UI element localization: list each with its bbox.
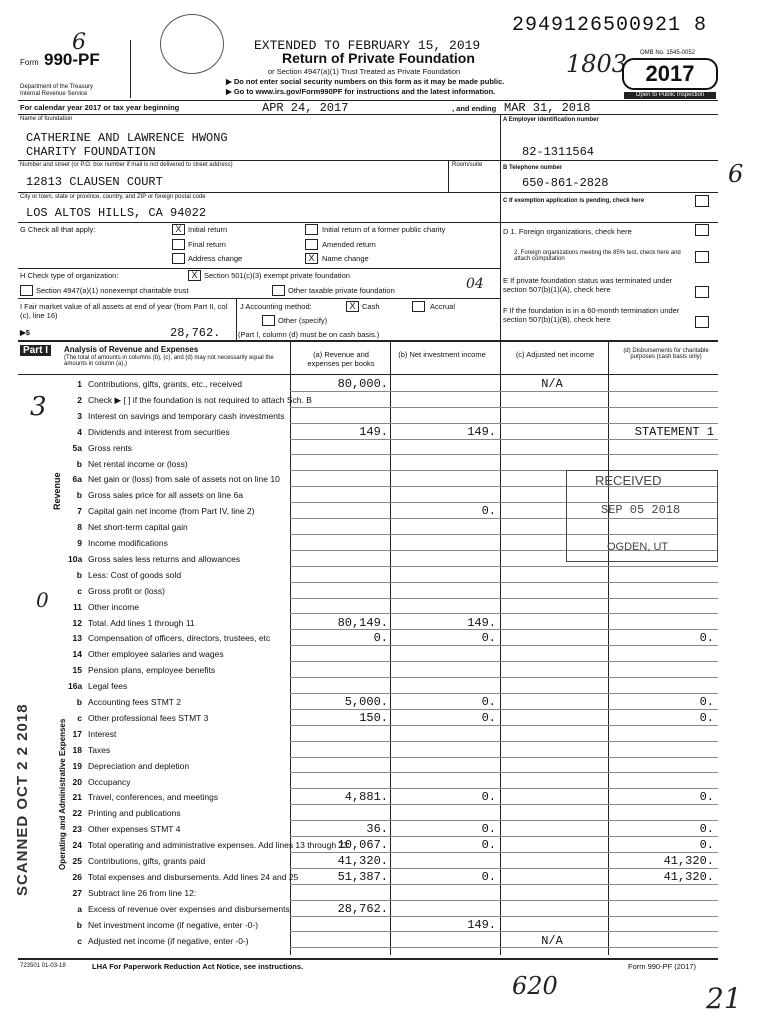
table-row bbox=[18, 821, 718, 837]
col-a-value[interactable]: 149. bbox=[359, 424, 388, 439]
row-number: b bbox=[76, 569, 82, 580]
table-row bbox=[18, 630, 718, 646]
row-label: Net investment income (if negative, enter -0-) bbox=[88, 919, 259, 930]
col-a-value[interactable]: 51,387. bbox=[337, 869, 388, 884]
table-row bbox=[18, 805, 718, 821]
col-a-value[interactable]: 150. bbox=[359, 710, 388, 725]
table-row bbox=[18, 599, 718, 615]
col-d-value[interactable]: 0. bbox=[699, 631, 714, 646]
h1-label: Section 501(c)(3) exempt private foundation bbox=[204, 271, 350, 280]
row-label: Net gain or (loss) from sale of assets not on line 10 bbox=[88, 474, 280, 485]
row-label: Other employee salaries and wages bbox=[88, 649, 224, 660]
tax-year-end: MAR 31, 2018 bbox=[504, 101, 591, 115]
col-a-value[interactable]: 4,881. bbox=[344, 790, 388, 805]
g3-label: Final return bbox=[188, 240, 226, 249]
row-label: Net short-term capital gain bbox=[88, 522, 188, 533]
g1-label: Initial return bbox=[188, 225, 228, 234]
row-label: Pension plans, employee benefits bbox=[88, 665, 216, 676]
col-d-header: (d) Disbursements for charitable purposes (cash basis only) bbox=[623, 348, 709, 360]
row-label: Legal fees bbox=[88, 681, 128, 692]
row-number: 27 bbox=[72, 887, 82, 898]
col-d-value[interactable]: 0. bbox=[699, 790, 714, 805]
col-d-value[interactable]: 0. bbox=[699, 822, 714, 837]
g2-label: Initial return of a former public charity bbox=[322, 225, 446, 234]
row-label: Contributions, gifts, grants paid bbox=[88, 856, 206, 866]
row-number: 20 bbox=[72, 776, 82, 787]
tax-year-begin: APR 24, 2017 bbox=[262, 101, 349, 115]
checkbox-accrual[interactable] bbox=[412, 301, 425, 312]
col-b-value[interactable]: 0. bbox=[481, 631, 496, 646]
street-address: 12813 CLAUSEN COURT bbox=[26, 175, 163, 189]
row-label: Gross sales price for all assets on line 6a bbox=[88, 490, 243, 501]
form-number: 990-PF bbox=[44, 50, 100, 69]
row-label: Capital gain net income (from Part IV, line 2) bbox=[88, 506, 255, 517]
col-d-value[interactable]: 0. bbox=[699, 838, 714, 853]
side-label-revenue: Revenue bbox=[52, 472, 62, 510]
extended-notice: EXTENDED TO FEBRUARY 15, 2019 bbox=[254, 38, 481, 53]
checkbox-d2[interactable] bbox=[695, 251, 709, 263]
e-label: E If private foundation status was terminated under section 507(b)(1)(A), check here bbox=[503, 276, 673, 294]
row-label: Subtract line 26 from line 12: bbox=[88, 887, 197, 898]
row-label: Total expenses and disbursements. Add lines 24 and 25 bbox=[88, 871, 299, 882]
j3-label: Other (specify) bbox=[278, 316, 328, 325]
row-label: Total operating and administrative expenses. Add lines 13 through 23 bbox=[88, 840, 348, 851]
table-row bbox=[18, 789, 718, 805]
row-label: Gross rents bbox=[88, 442, 132, 453]
col-a-value[interactable]: 41,320. bbox=[337, 854, 388, 868]
row-label: Excess of revenue over expenses and disbursements bbox=[88, 903, 290, 914]
row-label: Compensation of officers, directors, trustees, etc bbox=[88, 633, 271, 644]
row-label: Travel, conferences, and meetings bbox=[88, 792, 219, 803]
checkbox-name-change[interactable]: X bbox=[305, 253, 318, 264]
row-number: b bbox=[76, 490, 82, 501]
part-title-note: (The total of amounts in columns (b), (c), and (d) may not necessarily equal the amounts in column (a).) bbox=[64, 355, 274, 367]
row-label: Printing and publications bbox=[88, 808, 181, 819]
row-number: 9 bbox=[77, 538, 82, 548]
row-label: Other expenses STMT 4 bbox=[88, 824, 181, 835]
row-label: Depreciation and depletion bbox=[88, 760, 190, 771]
checkbox-cash[interactable]: X bbox=[346, 301, 359, 312]
instructions-link[interactable]: ▶ Go to www.irs.gov/Form990PF for instructions and the latest information. bbox=[226, 87, 496, 96]
col-b-value[interactable]: 0. bbox=[481, 790, 496, 805]
table-row bbox=[18, 678, 718, 694]
name-label: Name of foundation bbox=[20, 116, 73, 122]
col-a-value[interactable]: 80,149. bbox=[337, 615, 388, 630]
table-row bbox=[18, 869, 718, 885]
row-number: 11 bbox=[73, 601, 82, 612]
row-label: Interest bbox=[88, 728, 117, 739]
d1-label: D 1. Foreign organizations, check here bbox=[503, 227, 632, 236]
col-d-value[interactable]: 41,320. bbox=[663, 854, 714, 868]
i-label: I Fair market value of all assets at end of year (from Part II, col (c), line 16) bbox=[20, 302, 228, 320]
received-stamp bbox=[566, 470, 718, 562]
table-row bbox=[18, 853, 718, 869]
room-label: Room/suite bbox=[452, 162, 483, 168]
form-title: Return of Private Foundation bbox=[282, 50, 475, 66]
row-number: 2 bbox=[77, 394, 82, 405]
table-row bbox=[18, 837, 718, 853]
col-a-value[interactable]: 28,762. bbox=[337, 901, 388, 916]
table-row bbox=[18, 694, 718, 710]
dept-treasury: Department of the Treasury bbox=[20, 84, 94, 90]
received-city: OGDEN, UT bbox=[607, 541, 669, 553]
dln-number: 2949126500921 8 bbox=[512, 14, 708, 37]
circle-stamp bbox=[160, 14, 224, 74]
irs-label: Internal Revenue Service bbox=[20, 91, 88, 97]
table-row bbox=[18, 917, 718, 933]
row-number: 12 bbox=[72, 617, 82, 628]
row-number: c bbox=[77, 935, 82, 946]
scanned-stamp: SCANNED OCT 2 2 2018 bbox=[14, 703, 31, 896]
row-number: 17 bbox=[72, 728, 82, 739]
table-row bbox=[18, 901, 718, 917]
col-a-value[interactable]: 36. bbox=[366, 822, 388, 837]
row-number: 1 bbox=[77, 379, 82, 389]
row-number: 19 bbox=[72, 760, 82, 771]
j-label: J Accounting method: bbox=[240, 302, 312, 311]
handwritten-21: 21 bbox=[706, 982, 742, 1015]
j2-label: Accrual bbox=[430, 302, 456, 311]
checkbox-e[interactable] bbox=[695, 286, 709, 298]
row-label: Accounting fees STMT 2 bbox=[88, 697, 181, 707]
row-number: 25 bbox=[72, 856, 82, 866]
phone-label: B Telephone number bbox=[503, 165, 563, 171]
foundation-name-2: CHARITY FOUNDATION bbox=[26, 145, 156, 159]
h-label: H Check type of organization: bbox=[20, 271, 119, 280]
row-label: Gross sales less returns and allowances bbox=[88, 553, 241, 564]
row-label: Net rental income or (loss) bbox=[88, 458, 188, 469]
form-subtitle: or Section 4947(a)(1) Trust Treated as Private Foundation bbox=[268, 67, 461, 76]
handwritten-6: 6 bbox=[728, 160, 744, 188]
ssn-warning: ▶ Do not enter social security numbers on this form as it may be made public. bbox=[226, 77, 505, 86]
checkbox-address-change[interactable] bbox=[172, 253, 185, 264]
row-label: Contributions, gifts, grants, etc., received bbox=[88, 379, 243, 389]
col-d-value[interactable]: 41,320. bbox=[663, 869, 714, 884]
footer-form: Form 990-PF (2017) bbox=[628, 962, 696, 971]
row-number: 26 bbox=[72, 871, 82, 882]
col-a-value[interactable]: 5,000. bbox=[344, 695, 388, 709]
table-row bbox=[18, 440, 718, 456]
col-a-header: (a) Revenue and expenses per books bbox=[307, 350, 375, 368]
received-text: RECEIVED bbox=[595, 473, 662, 488]
table-row bbox=[18, 933, 718, 949]
row-number: c bbox=[77, 712, 82, 723]
row-number: 18 bbox=[72, 744, 82, 755]
row-number: b bbox=[76, 458, 82, 469]
checkbox-other-method[interactable] bbox=[262, 315, 275, 326]
checkbox-d1[interactable] bbox=[695, 224, 709, 236]
ein-value: 82-1311564 bbox=[522, 145, 595, 159]
col-c-value[interactable]: N/A bbox=[541, 377, 563, 391]
col-a-value[interactable]: 0. bbox=[373, 631, 388, 646]
handwritten-620: 620 bbox=[512, 972, 558, 1000]
checkbox-former-public[interactable] bbox=[305, 224, 318, 235]
row-number: 14 bbox=[72, 649, 82, 660]
handwritten-3: 3 bbox=[30, 392, 47, 422]
col-b-value[interactable]: 0. bbox=[481, 504, 496, 519]
col-b-value[interactable]: 149. bbox=[467, 615, 496, 630]
row-number: 16a bbox=[68, 681, 83, 692]
checkbox-amended[interactable] bbox=[305, 239, 318, 250]
col-c-value[interactable]: N/A bbox=[541, 933, 563, 948]
g-label: G Check all that apply: bbox=[20, 225, 96, 234]
table-row bbox=[18, 408, 718, 424]
omb-number: OMB No. 1545-0052 bbox=[640, 50, 696, 56]
table-row bbox=[18, 726, 718, 742]
checkbox-other-taxable[interactable] bbox=[272, 285, 285, 296]
row-label: Interest on savings and temporary cash investments bbox=[88, 410, 285, 421]
table-row bbox=[18, 742, 718, 758]
checkbox-501c3[interactable]: X bbox=[188, 270, 201, 281]
row-label: Other professional fees STMT 3 bbox=[88, 712, 209, 723]
row-number: a bbox=[77, 903, 82, 914]
col-b-header: (b) Net investment income bbox=[398, 350, 486, 359]
ein-label: A Employer identification number bbox=[503, 117, 599, 123]
col-b-value[interactable]: 0. bbox=[481, 710, 496, 725]
handwritten-1803: 1803 bbox=[566, 50, 628, 78]
d2-label: 2. Foreign organizations meeting the 85% test, check here and attach computation bbox=[514, 250, 681, 262]
row-number: b bbox=[76, 697, 82, 707]
side-label-expenses: Operating and Administrative Expenses bbox=[58, 718, 67, 870]
table-row bbox=[18, 885, 718, 901]
f-label: F If the foundation is in a 60-month termination under section 507(b)(1)(B), check here bbox=[503, 306, 680, 324]
row-number: 6a bbox=[72, 474, 82, 485]
handwritten-mark: 04 bbox=[466, 276, 484, 292]
city-label: City or town, state or province, country, and ZIP or foreign postal code bbox=[20, 194, 206, 200]
g4-label: Amended return bbox=[322, 240, 376, 249]
public-inspection: Open to Public Inspection bbox=[624, 92, 716, 99]
table-row bbox=[18, 567, 718, 583]
table-row bbox=[18, 710, 718, 726]
fmv-assets: 28,762. bbox=[170, 326, 221, 340]
checkbox-4947[interactable] bbox=[20, 285, 33, 296]
row-label: Check ▶ [ ] if the foundation is not required to attach Sch. B bbox=[88, 394, 312, 405]
row-number: c bbox=[77, 585, 82, 596]
footer-code: 723501 01-03-18 bbox=[20, 963, 66, 969]
table-row bbox=[18, 646, 718, 662]
col-b-value[interactable]: 149. bbox=[467, 424, 496, 439]
table-row bbox=[18, 424, 718, 440]
col-d-value[interactable]: STATEMENT 1 bbox=[634, 424, 714, 439]
j1-label: Cash bbox=[362, 302, 380, 311]
row-label: Adjusted net income (if negative, enter -0-) bbox=[88, 935, 249, 946]
h2-label: Section 4947(a)(1) nonexempt charitable trust bbox=[36, 286, 189, 295]
row-number: 5a bbox=[72, 442, 82, 453]
c-label: C If exemption application is pending, check here bbox=[503, 198, 645, 204]
row-number: 15 bbox=[72, 665, 82, 676]
row-number: 21 bbox=[72, 792, 82, 803]
row-number: 10a bbox=[68, 553, 83, 564]
phone-value: 650-861-2828 bbox=[522, 176, 609, 190]
col-d-value[interactable]: 0. bbox=[699, 695, 714, 709]
row-number: 8 bbox=[77, 522, 82, 533]
table-row bbox=[18, 774, 718, 790]
j-note: (Part I, column (d) must be on cash basis.) bbox=[238, 330, 380, 339]
row-number: 24 bbox=[72, 840, 82, 851]
calendar-year-label: For calendar year 2017 or tax year beginning bbox=[20, 103, 180, 112]
form-prefix: Form bbox=[20, 58, 39, 67]
col-b-value[interactable]: 0. bbox=[481, 695, 496, 709]
checkbox-c[interactable] bbox=[695, 195, 709, 207]
row-label: Other income bbox=[88, 601, 140, 612]
city-value: LOS ALTOS HILLS, CA 94022 bbox=[26, 206, 207, 220]
row-label: Total. Add lines 1 through 11 bbox=[88, 617, 195, 628]
checkbox-final-return[interactable] bbox=[172, 239, 185, 250]
checkbox-initial-return[interactable]: X bbox=[172, 224, 185, 235]
ending-label: , and ending bbox=[452, 104, 497, 113]
table-row bbox=[18, 376, 718, 392]
handwritten-g: 6 bbox=[72, 30, 86, 55]
table-row bbox=[18, 392, 718, 408]
col-b-value[interactable]: 0. bbox=[481, 838, 496, 853]
part-label: Part I bbox=[20, 345, 51, 356]
foundation-name-1: CATHERINE AND LAWRENCE HWONG bbox=[26, 131, 228, 145]
g5-label: Address change bbox=[188, 254, 243, 263]
row-label: Gross profit or (loss) bbox=[88, 585, 165, 596]
table-row bbox=[18, 758, 718, 774]
col-c-header: (c) Adjusted net income bbox=[515, 350, 595, 359]
handwritten-0: 0 bbox=[36, 588, 49, 612]
h3-label: Other taxable private foundation bbox=[288, 286, 395, 295]
tax-year: 2017 bbox=[622, 58, 718, 90]
street-label: Number and street (or P.O. box number if mail is not delivered to street address) bbox=[20, 162, 233, 168]
row-number: 23 bbox=[72, 824, 82, 835]
col-a-value[interactable]: 80,000. bbox=[337, 377, 388, 391]
table-row bbox=[18, 662, 718, 678]
col-d-value[interactable]: 0. bbox=[699, 710, 714, 725]
row-label: Income modifications bbox=[88, 538, 168, 548]
col-b-value[interactable]: 0. bbox=[481, 822, 496, 837]
row-label: Less: Cost of goods sold bbox=[88, 569, 182, 580]
col-a-value[interactable]: 10,067. bbox=[337, 838, 388, 853]
row-label: Dividends and interest from securities bbox=[88, 426, 230, 437]
row-number: 4 bbox=[77, 426, 82, 437]
row-number: 22 bbox=[72, 808, 82, 819]
col-b-value[interactable]: 149. bbox=[467, 917, 496, 932]
g6-label: Name change bbox=[322, 254, 369, 263]
col-b-value[interactable]: 0. bbox=[481, 869, 496, 884]
row-number: b bbox=[76, 919, 82, 930]
checkbox-f[interactable] bbox=[695, 316, 709, 328]
row-number: 13 bbox=[72, 633, 82, 644]
row-number: 7 bbox=[77, 506, 82, 517]
row-label: Taxes bbox=[88, 744, 111, 755]
row-label: Occupancy bbox=[88, 776, 131, 787]
table-row bbox=[18, 456, 718, 472]
part-title: Analysis of Revenue and Expenses bbox=[64, 345, 199, 354]
received-date: SEP 05 2018 bbox=[601, 503, 681, 517]
table-row bbox=[18, 615, 718, 631]
footer-lha: LHA For Paperwork Reduction Act Notice, see instructions. bbox=[92, 962, 304, 971]
table-row bbox=[18, 583, 718, 599]
row-number: 3 bbox=[77, 410, 82, 421]
